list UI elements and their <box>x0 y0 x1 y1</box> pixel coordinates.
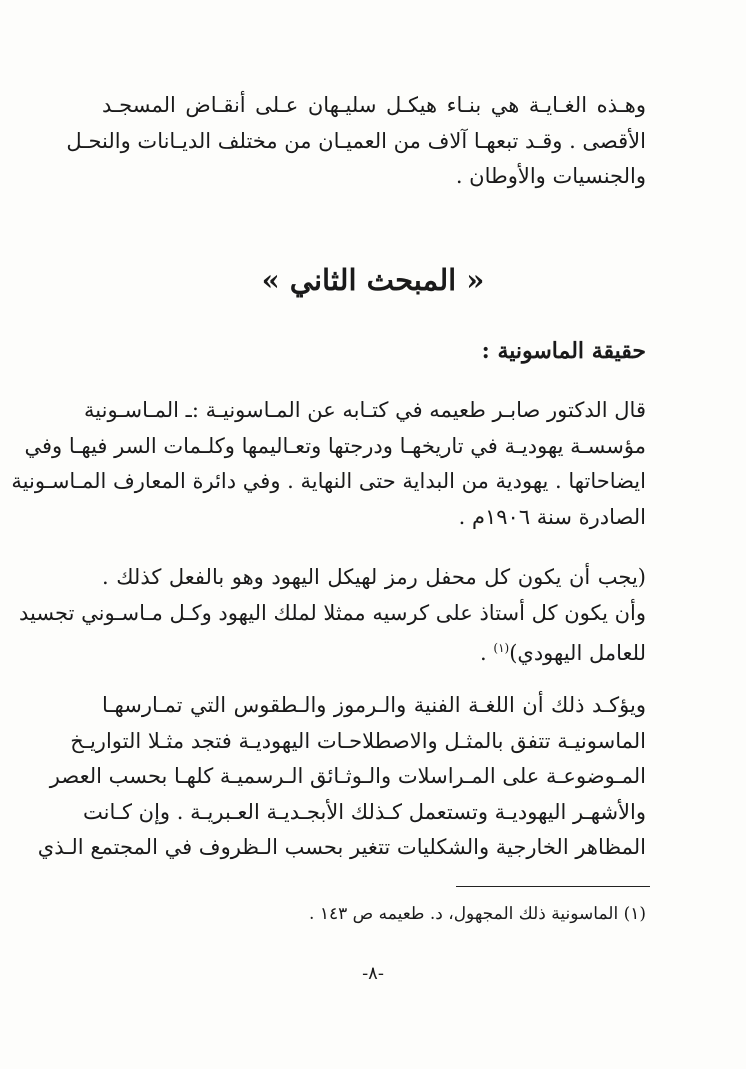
subheading: حقيقة الماسونية : <box>481 338 646 364</box>
text-line: والجنسيات والأوطان . <box>455 164 646 188</box>
footnote-divider <box>456 886 650 887</box>
text-line: المـوضوعـة على المـراسلات والـوثـائق الـرسميـة كلهـا بحسب العصر <box>49 764 646 788</box>
quote-end-period: . <box>480 641 494 665</box>
text-line: الصادرة سنة ١٩٠٦م . <box>458 504 646 529</box>
text-line: قال الدكتور صابـر طعيمه في كتـابه عن المـاسونيـة :ـ المـاسـونية <box>84 398 646 422</box>
text-line <box>102 631 646 672</box>
paragraph-intro <box>66 88 646 195</box>
text-line: ايضاحاتها . يهودية من البداية حتى النهاية . وفي دائرة المعارف المـاسـونية <box>11 469 646 493</box>
paragraph-symbols <box>37 688 646 866</box>
paragraph-definition <box>11 393 646 535</box>
footnote: (١) الماسونية ذلك المجهول، د. طعيمه ص ١٤٣ . <box>309 904 646 924</box>
text-line: وأن يكون كل أستاذ على كرسيه ممثلا لملك اليهود وكـل مـاسـوني تجسيد <box>18 600 646 625</box>
footnote-marker: (١) <box>493 641 510 655</box>
quote-end-text: للعامل اليهودي) <box>509 641 646 665</box>
text-line: (يجب أن يكون كل محفل رمز لهيكل اليهود وهو بالفعل كذلك . <box>102 565 646 589</box>
text-line: الماسونيـة تتفق بالمثـل والاصطلاحـات اليهوديـة فتجد مثـلا التواريـخ <box>70 728 646 753</box>
text-line: ويؤكـد ذلك أن اللغـة الفنية والـرموز والـطقوس التي تمـارسهـا <box>102 693 646 717</box>
text-line: وهـذه الغـايـة هي بنـاء هيكـل سليـهان عـلى أنقـاض المسجـد <box>102 93 646 117</box>
text-line: مؤسسـة يهوديـة في تاريخهـا ودرجتها وتعـاليمها وكلـمات السر فيهـا وفي <box>24 433 646 458</box>
text-line: الأقصى . وقـد تبعهـا آلاف من العميـان من مختلف الديـانات والنحـل <box>66 128 646 153</box>
paragraph-quote <box>18 560 646 672</box>
section-title: « المبحث الثاني » <box>261 263 485 297</box>
text-line: المظاهر الخارجية والشكليات تتغير بحسب الـظروف في المجتمع الـذي <box>37 835 646 859</box>
page-number: -٨- <box>362 963 384 984</box>
text-line: والأشهـر اليهوديـة وتستعمل كـذلك الأبجـديـة العـبريـة . وإن كـانت <box>82 799 646 824</box>
